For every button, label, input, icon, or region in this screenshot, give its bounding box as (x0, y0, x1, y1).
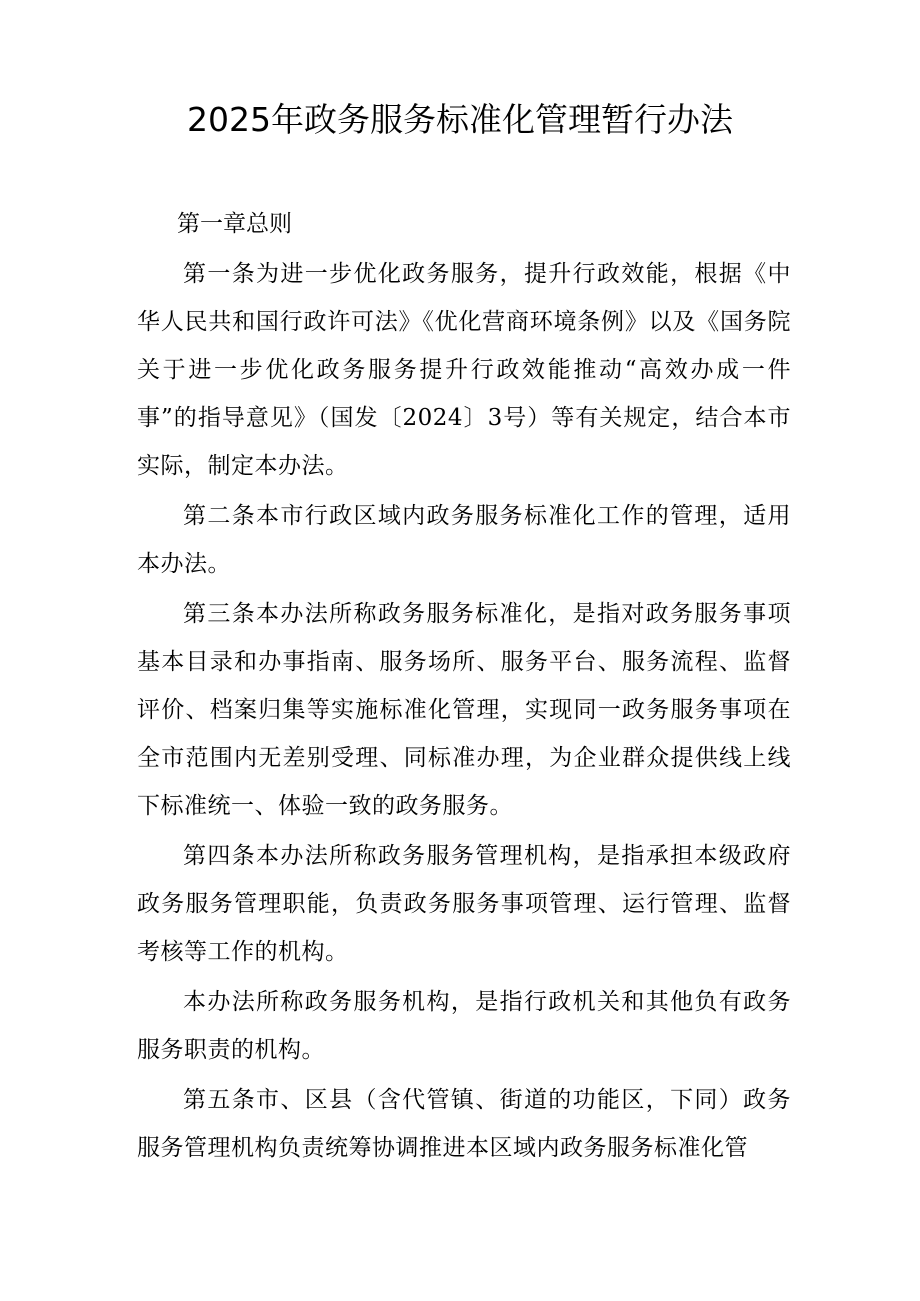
document-title: 2025年政务服务标准化管理暂行办法 (187, 100, 733, 139)
article-4-supplement-paragraph: 本办法所称政务服务机构，是指行政机关和其他负有政务服务职责的机构。 (137, 989, 791, 1063)
article-2-paragraph: 第二条本市行政区域内政务服务标准化工作的管理，适用本办法。 (137, 503, 791, 577)
chapter-heading: 第一章总则 (177, 211, 292, 237)
article-1-paragraph: 第一条为进一步优化政务服务，提升行政效能，根据《中华人民共和国行政许可法》《优化营商环境条例》以及《国务院关于进一步优化政务服务提升行政效能推动“高效办成一件事”的指导意见》（国发〔2024〕3号）等有关规定，结合本市实际，制定本办法。 (137, 261, 791, 479)
article-5-paragraph: 第五条市、区县（含代管镇、街道的功能区，下同）政务服务管理机构负责统筹协调推进本区域内政务服务标准化管 (137, 1087, 791, 1161)
article-4-paragraph: 第四条本办法所称政务服务管理机构，是指承担本级政府政务服务管理职能，负责政务服务事项管理、运行管理、监督考核等工作的机构。 (137, 843, 791, 965)
document-body (137, 200, 791, 1174)
article-3-paragraph: 第三条本办法所称政务服务标准化，是指对政务服务事项基本目录和办事指南、服务场所、服务平台、服务流程、监督评价、档案归集等实施标准化管理，实现同一政务服务事项在全市范围内无差别受理、同标准办理，为企业群众提供线上线下标准统一、体验一致的政务服务。 (137, 601, 791, 819)
